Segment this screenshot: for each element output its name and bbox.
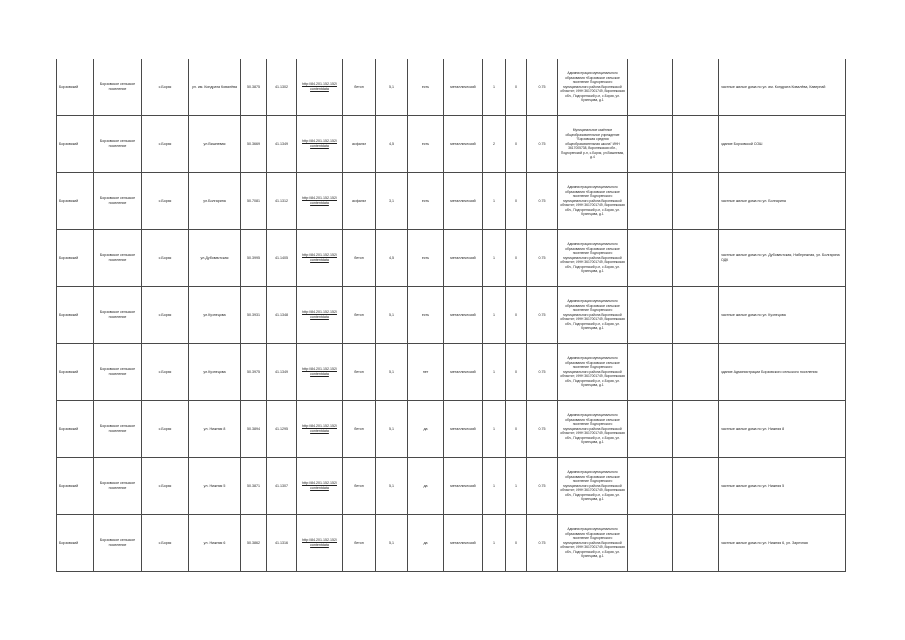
cell-owner: Администрация муниципального образования «Борзовское сельское поселение Подгоренского муниципального района Воронежской области», ИНН 3617001749, Воронежская обл., Подгоренский р-н, с.Борзя, ул. Кузнецова, д.1 (558, 458, 628, 515)
cell-count-2: 1 (506, 458, 527, 515)
cell-settlement: Борзовский (57, 515, 94, 572)
cell-empty-1 (628, 116, 673, 173)
cell-settlement: Борзовский (57, 173, 94, 230)
cell-empty-2 (673, 401, 719, 458)
cell-map-link[interactable] (297, 458, 343, 515)
cell-empty-1 (628, 344, 673, 401)
cell-area: Борзовское сельское поселение (94, 59, 142, 116)
registry-table (56, 59, 846, 572)
cell-container-type: металлический (444, 401, 483, 458)
cell-coverage: да (408, 458, 444, 515)
cell-map-link[interactable] (297, 401, 343, 458)
map-link[interactable]: http://84.201.152.152/ contentdata (302, 424, 337, 433)
cell-volume: 0.75 (527, 287, 558, 344)
cell-street: ул. Нижняя 6 (189, 515, 241, 572)
cell-area: Борзовское сельское поселение (94, 173, 142, 230)
cell-empty-1 (628, 458, 673, 515)
cell-map-link[interactable] (297, 230, 343, 287)
cell-map-link[interactable] (297, 173, 343, 230)
cell-street: ул. Нижняя 8 (189, 401, 241, 458)
cell-owner: Администрация муниципального образования «Борзовское сельское поселение Подгоренского муниципального района Воронежской области», ИНН 3617001749, Воронежская обл., Подгоренский р-н, с.Борзя, ул. Кузнецова, д.1 (558, 515, 628, 572)
cell-latitude: 50.3862 (241, 515, 267, 572)
cell-locality: с.Борзя (142, 116, 189, 173)
cell-owner: Администрация муниципального образования «Борзовское сельское поселение Подгоренского муниципального района Воронежской области», ИНН 3617001749, Воронежская обл., Подгоренский р-н, с.Борзя, ул. Кузнецова, д.1 (558, 287, 628, 344)
cell-waste-source: частные жилые дома по ул. Нижняя 6, ул. Заречная (719, 515, 846, 572)
cell-waste-source: частные жилые дома по ул. Болгарина (719, 173, 846, 230)
cell-owner: Администрация муниципального образования «Борзовское сельское поселение Подгоренского муниципального района Воронежской области», ИНН 3617001749, Воронежская обл., Подгоренский р-н, с.Борзя, ул. Кузнецова, д.1 (558, 173, 628, 230)
cell-waste-source: частные жилые дома по ул. им. Кондрата Ковалёва, Кавернай (719, 59, 846, 116)
cell-street: ул.Дубовачтская (189, 230, 241, 287)
cell-surface: бетон (343, 287, 376, 344)
cell-locality: с.Борзя (142, 401, 189, 458)
cell-owner: Администрация муниципального образования «Борзовское сельское поселение Подгоренского муниципального района Воронежской области», ИНН 3617001749, Воронежская обл., Подгоренский р-н, с.Борзя, ул. Кузнецова, д.1 (558, 59, 628, 116)
cell-longitude: 41.1307 (267, 458, 297, 515)
cell-settlement: Борзовский (57, 230, 94, 287)
cell-longitude: 41.1348 (267, 287, 297, 344)
cell-map-link[interactable] (297, 287, 343, 344)
cell-count-1: 1 (483, 287, 506, 344)
cell-container-type: металлический (444, 344, 483, 401)
map-link[interactable]: http://84.201.152.152/ contentdata (302, 196, 337, 205)
cell-waste-source: частные жилые дома по ул. Нижняя 5 (719, 458, 846, 515)
table-row (57, 116, 846, 173)
cell-empty-2 (673, 458, 719, 515)
cell-count-1: 1 (483, 401, 506, 458)
table-row (57, 515, 846, 572)
cell-area-size: 5,1 (376, 287, 408, 344)
map-link[interactable]: http://84.201.152.152/ contentdata (302, 538, 337, 547)
cell-longitude: 41.1349 (267, 344, 297, 401)
cell-container-type: металлический (444, 287, 483, 344)
cell-empty-2 (673, 116, 719, 173)
cell-area-size: 5,1 (376, 401, 408, 458)
cell-empty-1 (628, 515, 673, 572)
cell-map-link[interactable] (297, 515, 343, 572)
cell-container-type: металлический (444, 515, 483, 572)
cell-area-size: 5,1 (376, 458, 408, 515)
cell-locality: с.Борзя (142, 59, 189, 116)
cell-street: ул.Кузнецова (189, 287, 241, 344)
cell-area-size: 3,1 (376, 173, 408, 230)
cell-settlement: Борзовский (57, 116, 94, 173)
cell-container-type: металлический (444, 458, 483, 515)
cell-street: ул.Кузнецова (189, 344, 241, 401)
cell-surface: бетон (343, 515, 376, 572)
map-link[interactable]: http://84.201.152.152/ contentdata (302, 310, 337, 319)
cell-coverage: есть (408, 287, 444, 344)
cell-count-1: 1 (483, 344, 506, 401)
cell-locality: с.Борзя (142, 287, 189, 344)
cell-latitude: 50.3975 (241, 344, 267, 401)
cell-count-2: 0 (506, 515, 527, 572)
map-link[interactable]: http://84.201.152.152/ contentdata (302, 253, 337, 262)
cell-street: ул.Болгарина (189, 173, 241, 230)
cell-count-2: 0 (506, 230, 527, 287)
cell-volume: 0.75 (527, 116, 558, 173)
cell-locality: с.Борзя (142, 230, 189, 287)
cell-owner: Администрация муниципального образования «Борзовское сельское поселение Подгоренского муниципального района Воронежской области», ИНН 3617001749, Воронежская обл., Подгоренский р-н, с.Борзя, ул. Кузнецова, д.1 (558, 344, 628, 401)
cell-surface: бетон (343, 344, 376, 401)
cell-count-1: 1 (483, 515, 506, 572)
cell-empty-1 (628, 287, 673, 344)
cell-area: Борзовское сельское поселение (94, 116, 142, 173)
cell-longitude: 41.1295 (267, 401, 297, 458)
cell-latitude: 50.7081 (241, 173, 267, 230)
cell-locality: с.Борзя (142, 458, 189, 515)
map-link[interactable]: http://84.201.152.152/ contentdata (302, 139, 337, 148)
cell-volume: 0.75 (527, 515, 558, 572)
cell-count-1: 1 (483, 173, 506, 230)
cell-count-2: 0 (506, 116, 527, 173)
cell-longitude: 41.1405 (267, 230, 297, 287)
table-row (57, 59, 846, 116)
cell-surface: бетон (343, 59, 376, 116)
cell-empty-2 (673, 515, 719, 572)
cell-coverage: нет (408, 344, 444, 401)
cell-latitude: 50.3669 (241, 116, 267, 173)
cell-latitude: 50.3875 (241, 59, 267, 116)
cell-settlement: Борзовский (57, 401, 94, 458)
cell-count-2: 0 (506, 401, 527, 458)
cell-settlement: Борзовский (57, 458, 94, 515)
cell-street: ул.Вишневая (189, 116, 241, 173)
cell-street: ул. им. Кондрата Ковалёва (189, 59, 241, 116)
cell-settlement: Борзовский (57, 287, 94, 344)
cell-latitude: 50.3871 (241, 458, 267, 515)
cell-count-1: 1 (483, 230, 506, 287)
cell-coverage: да (408, 515, 444, 572)
cell-empty-1 (628, 401, 673, 458)
cell-owner: Администрация муниципального образования «Борзовское сельское поселение Подгоренского муниципального района Воронежской области», ИНН 3617001749, Воронежская обл., Подгоренский р-н, с.Борзя, ул. Кузнецова, д.1 (558, 230, 628, 287)
cell-area-size: 5,1 (376, 515, 408, 572)
cell-latitude: 50.3931 (241, 287, 267, 344)
cell-settlement: Борзовский (57, 59, 94, 116)
cell-coverage: есть (408, 59, 444, 116)
cell-empty-2 (673, 59, 719, 116)
cell-longitude: 41.1312 (267, 173, 297, 230)
cell-surface: бетон (343, 458, 376, 515)
table-row (57, 287, 846, 344)
cell-longitude: 41.1349 (267, 116, 297, 173)
cell-settlement: Борзовский (57, 344, 94, 401)
cell-area-size: 5,1 (376, 344, 408, 401)
cell-empty-2 (673, 230, 719, 287)
cell-latitude: 50.3894 (241, 401, 267, 458)
table-row (57, 458, 846, 515)
cell-volume: 0.75 (527, 230, 558, 287)
cell-empty-2 (673, 287, 719, 344)
cell-area: Борзовское сельское поселение (94, 230, 142, 287)
cell-waste-source: частные жилые дома по ул. Дубовачтская, Набережная, ул. Болгарина ОДК (719, 230, 846, 287)
table-row (57, 344, 846, 401)
cell-waste-source: здание Администрации Борзовского сельского поселения (719, 344, 846, 401)
table-row (57, 401, 846, 458)
cell-count-2: 0 (506, 287, 527, 344)
cell-longitude: 41.1316 (267, 515, 297, 572)
cell-surface: асфальт (343, 116, 376, 173)
cell-empty-1 (628, 230, 673, 287)
cell-empty-1 (628, 173, 673, 230)
cell-locality: с.Борзя (142, 173, 189, 230)
cell-count-1: 1 (483, 458, 506, 515)
cell-map-link[interactable] (297, 59, 343, 116)
cell-empty-1 (628, 59, 673, 116)
cell-area: Борзовское сельское поселение (94, 287, 142, 344)
cell-locality: с.Борзя (142, 515, 189, 572)
map-link[interactable]: http://84.201.152.152/ contentdata (302, 481, 337, 490)
cell-volume: 0.75 (527, 173, 558, 230)
cell-area: Борзовское сельское поселение (94, 401, 142, 458)
cell-area: Борзовское сельское поселение (94, 458, 142, 515)
cell-count-1: 1 (483, 59, 506, 116)
cell-empty-2 (673, 173, 719, 230)
cell-volume: 0.75 (527, 59, 558, 116)
cell-area: Борзовское сельское поселение (94, 344, 142, 401)
cell-count-2: 0 (506, 59, 527, 116)
cell-volume: 0.75 (527, 401, 558, 458)
cell-container-type: металлический (444, 173, 483, 230)
cell-coverage: есть (408, 230, 444, 287)
cell-area-size: 5,1 (376, 59, 408, 116)
map-link[interactable]: http://84.201.152.152/ contentdata (302, 82, 337, 91)
cell-surface: бетон (343, 230, 376, 287)
cell-container-type: металлический (444, 116, 483, 173)
cell-empty-2 (673, 344, 719, 401)
cell-surface: асфальт (343, 173, 376, 230)
cell-volume: 0.75 (527, 344, 558, 401)
cell-longitude: 41.1302 (267, 59, 297, 116)
cell-count-1: 2 (483, 116, 506, 173)
cell-coverage: да (408, 401, 444, 458)
cell-coverage: есть (408, 116, 444, 173)
cell-area-size: 4,5 (376, 116, 408, 173)
cell-volume: 0.75 (527, 458, 558, 515)
cell-waste-source: здание Борзовской СОШ (719, 116, 846, 173)
cell-waste-source: частные жилые дома по ул. Нижняя 8 (719, 401, 846, 458)
table-row (57, 230, 846, 287)
table-row (57, 173, 846, 230)
cell-locality: с.Борзя (142, 344, 189, 401)
cell-area-size: 4,5 (376, 230, 408, 287)
cell-count-2: 0 (506, 173, 527, 230)
cell-surface: бетон (343, 401, 376, 458)
cell-waste-source: частные жилые дома по ул. Кузнецова (719, 287, 846, 344)
cell-street: ул. Нижняя 5 (189, 458, 241, 515)
map-link[interactable]: http://84.201.152.152/ contentdata (302, 367, 337, 376)
cell-owner: Муниципальное казённое общеобразовательное учреждение "Борзовская средняя общеобразовательная школа" ИНН 3617005738, Воронежская обл., Подгоренский р-н, с.Борзя, ул.Вишневая, д.4 (558, 116, 628, 173)
cell-container-type: металлический (444, 59, 483, 116)
cell-latitude: 50.3995 (241, 230, 267, 287)
cell-count-2: 0 (506, 344, 527, 401)
cell-area: Борзовское сельское поселение (94, 515, 142, 572)
cell-owner: Администрация муниципального образования «Борзовское сельское поселение Подгоренского муниципального района Воронежской области», ИНН 3617001749, Воронежская обл., Подгоренский р-н, с.Борзя, ул. Кузнецова, д.1 (558, 401, 628, 458)
cell-container-type: металлический (444, 230, 483, 287)
cell-map-link[interactable] (297, 116, 343, 173)
cell-map-link[interactable] (297, 344, 343, 401)
cell-coverage: есть (408, 173, 444, 230)
